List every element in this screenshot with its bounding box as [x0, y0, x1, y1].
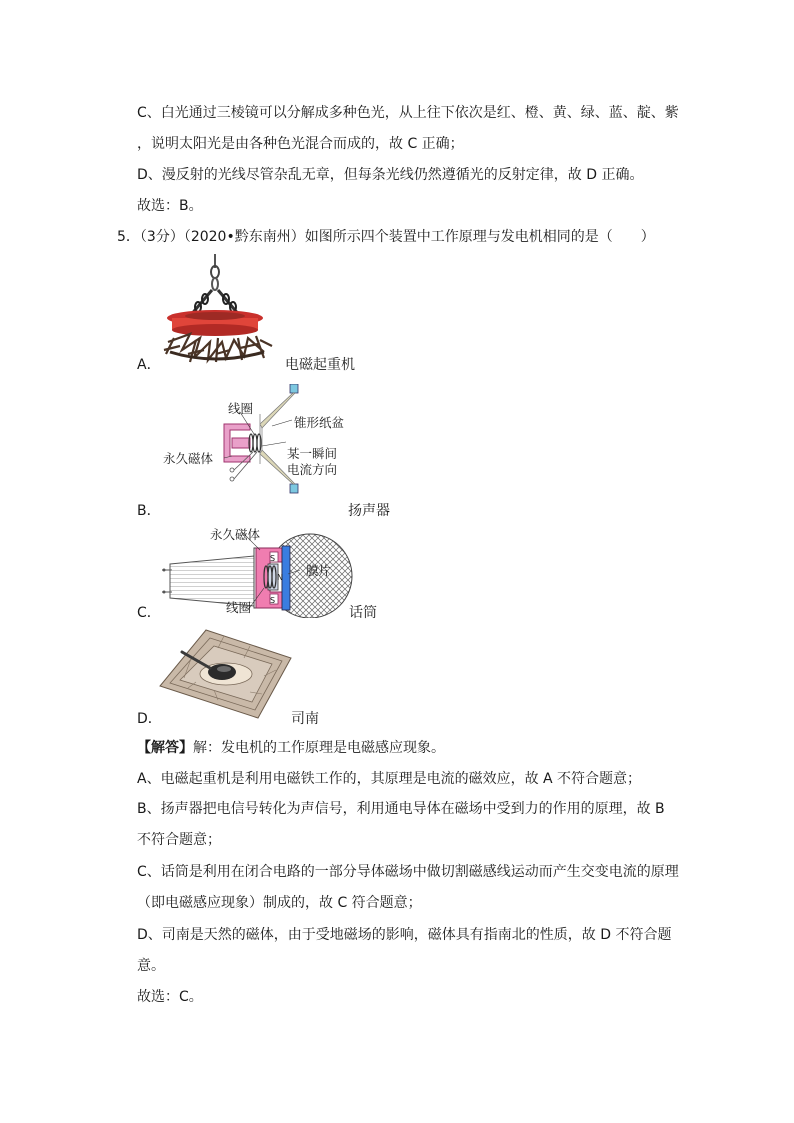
option-d-caption: 司南	[291, 711, 319, 727]
microphone-s-pole-bottom: S	[270, 596, 276, 605]
electromagnetic-crane-image	[160, 254, 285, 374]
microphone-n-pole: N	[277, 573, 283, 582]
prev-solution-d-line: D、漫反射的光线尽管杂乱无章，但每条光线仍然遵循光的反射定律，故 D 正确。	[137, 167, 644, 183]
coil-label: 线圈	[228, 401, 254, 416]
prev-solution-c-line1: C、白光通过三棱镜可以分解成多种色光，从上往下依次是红、橙、黄、绿、蓝、靛、紫	[137, 105, 679, 121]
diaphragm-label: 膜片	[306, 563, 332, 578]
option-c-caption: 话筒	[349, 605, 377, 621]
solution-tag: 【解答】	[137, 740, 193, 756]
prev-solution-answer: 故选：B。	[137, 198, 203, 214]
solution-b-line2: 不符合题意；	[137, 832, 221, 848]
solution-c-line1: C、话筒是利用在闭合电路的一部分导体磁场中做切割磁感线运动而产生交变电流的原理	[137, 864, 679, 880]
prev-solution-c-line2: ，说明太阳光是由各种色光混合而成的，故 C 正确；	[137, 136, 464, 152]
option-a-letter: A．	[137, 357, 161, 373]
magnet-label: 永久磁体	[163, 451, 214, 466]
solution-intro-line	[137, 738, 445, 758]
microphone-magnet-label: 永久磁体	[210, 527, 261, 542]
solution-intro: 解：发电机的工作原理是电磁感应现象。	[193, 740, 445, 756]
current-direction-label: 电流方向	[287, 462, 338, 477]
solution-c-line2: （即电磁感应现象）制成的，故 C 符合题意；	[137, 895, 422, 911]
solution-b-line1: B、扬声器把电信号转化为声信号，利用通电导体在磁场中受到力的作用的原理，故 B	[137, 801, 665, 817]
question-text: 5．（3分）（2020•黔东南州）如图所示四个装置中工作原理与发电机相同的是（ ）	[117, 229, 655, 245]
option-b-letter: B．	[137, 503, 161, 519]
solution-a: A、电磁起重机是利用电磁铁工作的，其原理是电流的磁效应，故 A 不符合题意；	[137, 771, 642, 787]
option-c-letter: C．	[137, 605, 161, 621]
option-b-caption: 扬声器	[348, 503, 390, 519]
moment-label: 某一瞬间	[287, 446, 338, 461]
option-d-letter: D．	[137, 711, 162, 727]
solution-d-line1: D、司南是天然的磁体，由于受地磁场的影响，磁体具有指南北的性质，故 D 不符合题	[137, 927, 672, 943]
option-a-caption: 电磁起重机	[285, 357, 355, 373]
solution-d-line2: 意。	[137, 958, 165, 974]
sinan-compass-image	[158, 628, 293, 720]
microphone-coil-label: 线圈	[226, 600, 252, 615]
cone-label: 锥形纸盆	[294, 415, 345, 430]
microphone-s-pole-top: S	[270, 554, 276, 563]
solution-answer: 故选：C。	[137, 989, 203, 1005]
